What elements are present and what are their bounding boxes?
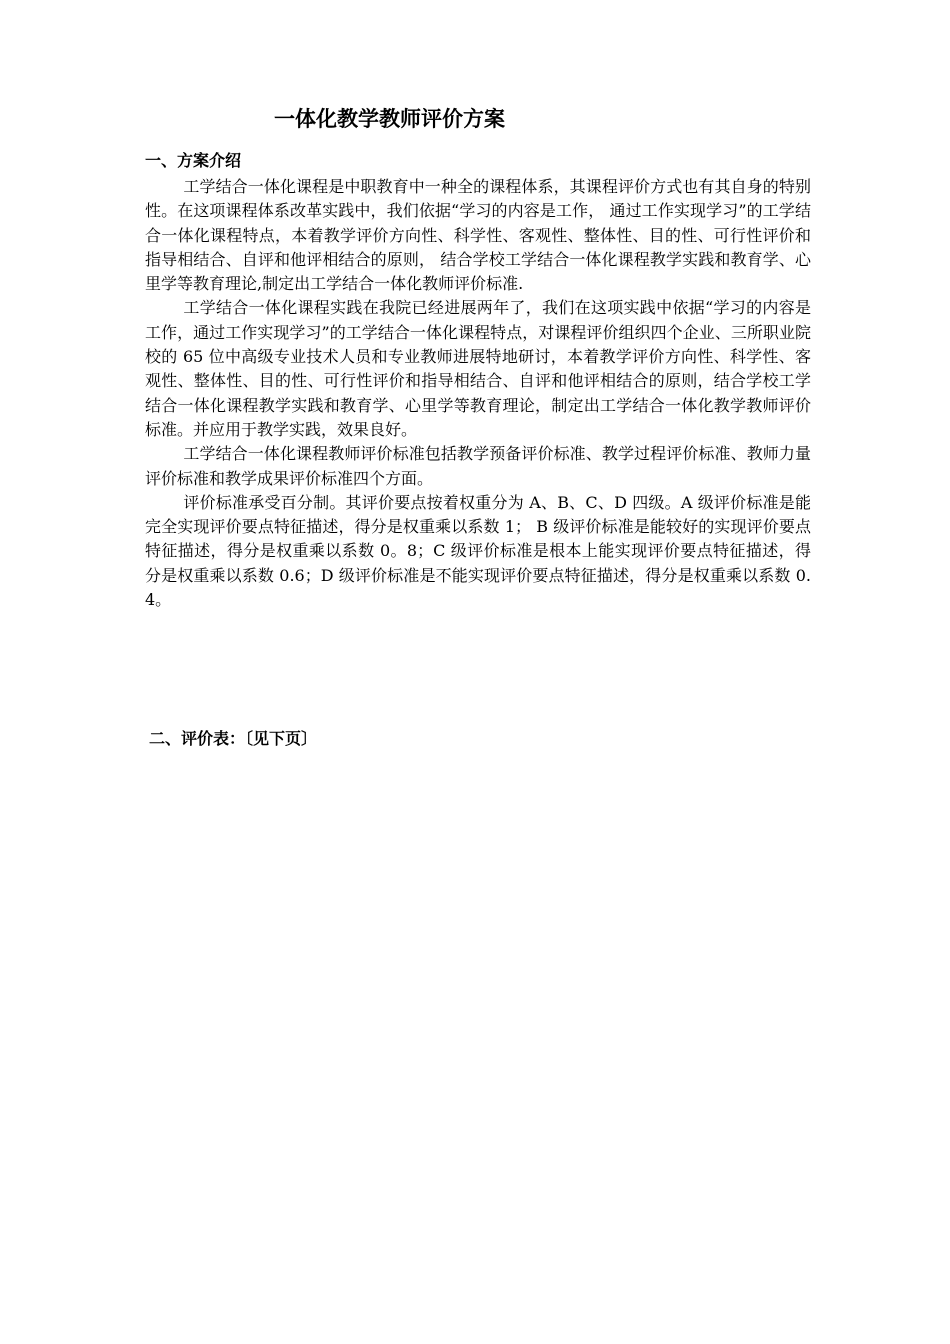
- section-heading-evaluation-table: 二、评价表：〔见下页〕: [149, 729, 318, 748]
- section-heading-introduction: 一、方案介绍: [145, 151, 242, 170]
- paragraph: 评价标准承受百分制。其评价要点按着权重分为 A、B、C、D 四级。A 级评价标准是能完全实现评价要点特征描述，得分是权重乘以系数 1； B 级评价标准是能较好的实现评价要点特征描述，得分是权重乘以系数 0。8；C 级评价标准是根本上能实现评价要点特征描述，得分是权重乘以系数 0.6；D 级评价标准是不能实现评价要点特征描述，得分是权重乘以系数 0.4。: [145, 492, 811, 610]
- section-body-introduction: [145, 175, 811, 612]
- document-title: 一体化教学教师评价方案: [274, 107, 505, 131]
- paragraph: 工学结合一体化课程教师评价标准包括教学预备评价标准、教学过程评价标准、教师力量评价标准和教学成果评价标准四个方面。: [145, 444, 811, 488]
- paragraph: 工学结合一体化课程是中职教育中一种全的课程体系，其课程评价方式也有其自身的特别性。在这项课程体系改革实践中，我们依据“学习的内容是工作， 通过工作实现学习”的工学结合一体化课程特点，本着教学评价方向性、科学性、客观性、整体性、目的性、可行性评价和指导相结合、自评和他评相结合的原则， 结合学校工学结合一体化课程教学实践和教育学、心里学等教育理论,制定出工学结合一体化教师评价标准.: [145, 177, 811, 294]
- paragraph: 工学结合一体化课程实践在我院已经进展两年了，我们在这项实践中依据“学习的内容是工作，通过工作实现学习”的工学结合一体化课程特点，对课程评价组织四个企业、三所职业院校的 65 位中高级专业技术人员和专业教师进展特地研讨，本着教学评价方向性、科学性、客观性、整体性、目的性、可行性评价和指导相结合、自评和他评相结合的原则，结合学校工学结合一体化课程教学实践和教育学、心里学等教育理论，制定出工学结合一体化教学教师评价标准。并应用于教学实践，效果良好。: [145, 298, 811, 439]
